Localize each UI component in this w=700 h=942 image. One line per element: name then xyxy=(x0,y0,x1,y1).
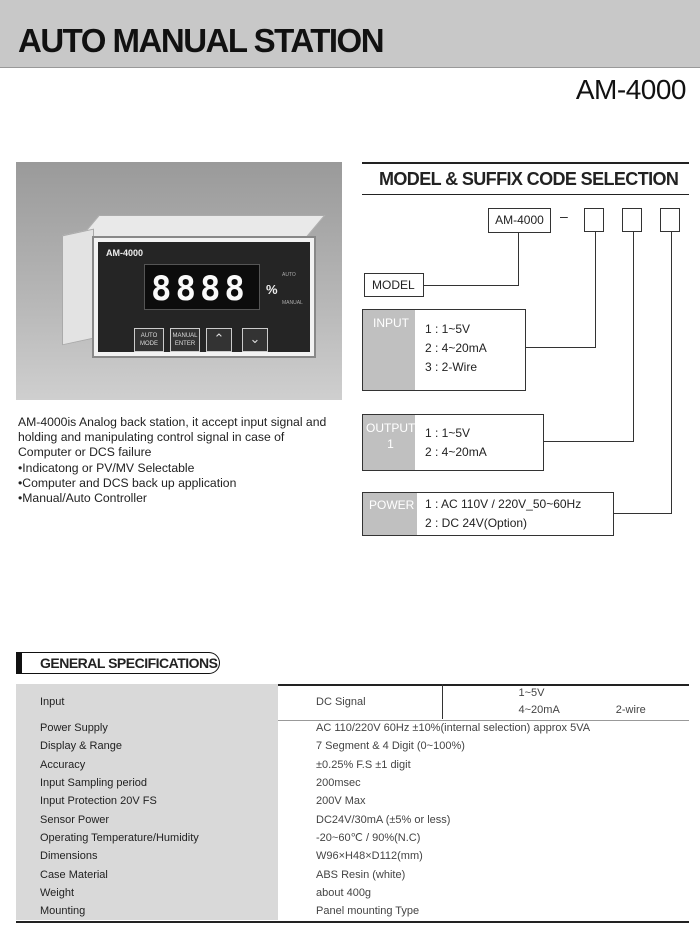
table-row xyxy=(16,756,689,774)
spec-value: ±0.25% F.S ±1 digit xyxy=(316,758,411,771)
key-label-bottom: ENTER xyxy=(174,341,196,347)
device-side xyxy=(62,229,94,346)
option-item: 2 : DC 24V(Option) xyxy=(425,516,528,530)
display-digits: 8888 xyxy=(151,269,249,309)
manual-lamp: MANUAL xyxy=(282,300,303,306)
page-title: AUTO MANUAL STATION xyxy=(18,22,384,59)
spec-label: Weight xyxy=(16,884,278,902)
spec-label: Input Protection 20V FS xyxy=(16,792,278,810)
power-group-label: POWER xyxy=(363,493,417,535)
table-row xyxy=(16,810,689,828)
unit-label: % xyxy=(266,282,278,297)
auto-mode-key xyxy=(134,328,164,352)
seven-segment-display xyxy=(144,264,260,310)
specs-table xyxy=(16,684,689,920)
key-label-top: AUTO xyxy=(140,333,158,339)
model-code-box: AM-4000 xyxy=(488,208,551,233)
table-row xyxy=(16,684,689,719)
option-item: 1 : 1~5V xyxy=(425,322,471,336)
spec-value: 200msec xyxy=(316,777,361,790)
spec-label: Sensor Power xyxy=(16,810,278,828)
spec-label: Operating Temperature/Humidity xyxy=(16,829,278,847)
model-name: AM-4000 xyxy=(575,74,686,105)
connector-line xyxy=(595,232,596,348)
spec-value: 200V Max xyxy=(316,795,366,808)
up-arrow-icon: ⌃ xyxy=(213,331,225,346)
table-row xyxy=(16,719,689,737)
feature-item: • Computer and DCS back up application xyxy=(18,476,338,491)
feature-item: • Manual/Auto Controller xyxy=(18,491,338,506)
output-group-label: OUTPUT 1 xyxy=(363,415,415,470)
device-bezel xyxy=(92,236,316,358)
input-options xyxy=(425,320,487,377)
spec-label: Input xyxy=(16,684,278,719)
spec-label: Input Sampling period xyxy=(16,774,278,792)
description-text: AM-4000is Analog back station, it accept input signal and holding and manipulating control signal in case of Computer or DCS failure xyxy=(18,415,327,460)
product-photo xyxy=(16,162,342,400)
table-row xyxy=(16,847,689,865)
specs-heading-tab xyxy=(16,652,220,674)
down-key xyxy=(242,328,268,352)
spec-value: W96×H48×D112(mm) xyxy=(316,850,423,863)
option-item: 1 : AC 110V / 220V_50~60Hz xyxy=(425,497,582,511)
spec-label: Display & Range xyxy=(16,737,278,755)
specs-heading: GENERAL SPECIFICATIONS xyxy=(40,655,218,671)
selection-title: MODEL & SUFFIX CODE SELECTION xyxy=(379,169,679,189)
key-label-top: MANUAL xyxy=(172,333,198,339)
connector-line xyxy=(633,232,634,442)
auto-lamp: AUTO xyxy=(282,272,296,278)
table-row xyxy=(16,829,689,847)
connector-line xyxy=(614,513,672,514)
selection-title-bar xyxy=(362,162,689,195)
suffix-box-power xyxy=(660,208,680,232)
spec-value: Panel mounting Type xyxy=(316,905,420,918)
input-sub-value: 4~20mA xyxy=(518,703,560,716)
power-group-box xyxy=(362,492,614,536)
table-row xyxy=(16,774,689,792)
table-bottom-rule xyxy=(16,921,689,923)
spec-value: -20~60℃ / 90%(N.C) xyxy=(316,832,421,845)
key-label-bottom: MODE xyxy=(140,341,158,347)
power-options xyxy=(425,495,581,533)
input-group-label: INPUT xyxy=(363,310,415,390)
suffix-box-output xyxy=(622,208,642,232)
up-key xyxy=(206,328,232,352)
spec-value: DC24V/30mA (±5% or less) xyxy=(316,813,451,826)
spec-label: Accuracy xyxy=(16,756,278,774)
table-row xyxy=(16,792,689,810)
table-row xyxy=(16,902,689,920)
spec-label: Case Material xyxy=(16,865,278,883)
input-sub-cell xyxy=(442,684,689,719)
header-bar xyxy=(0,0,700,68)
suffix-box-input xyxy=(584,208,604,232)
option-item: 1 : 1~5V xyxy=(425,426,471,440)
input-sub-value: 1~5V xyxy=(518,686,545,699)
manual-enter-key xyxy=(170,328,200,352)
table-row xyxy=(16,884,689,902)
output-group-box xyxy=(362,414,544,471)
down-arrow-icon: ⌄ xyxy=(249,331,261,346)
device-brand: AM-4000 xyxy=(106,248,144,258)
spec-value: 7 Segment & 4 Digit (0~100%) xyxy=(316,740,465,753)
spec-label: Mounting xyxy=(16,902,278,920)
device-face xyxy=(98,242,310,352)
connector-line xyxy=(526,347,596,348)
product-description xyxy=(18,415,338,506)
input-sub-row xyxy=(519,702,690,719)
input-group-box xyxy=(362,309,526,391)
model-label-box: MODEL xyxy=(364,273,424,297)
table-row xyxy=(16,737,689,755)
device-top xyxy=(81,215,325,237)
code-separator: – xyxy=(560,208,568,224)
connector-line xyxy=(424,285,519,286)
feature-item: • Indicatong or PV/MV Selectable xyxy=(18,461,338,476)
option-item: 3 : 2-Wire xyxy=(425,360,478,374)
input-sub-value: 2-wire xyxy=(615,703,646,716)
feature-list xyxy=(18,461,338,507)
spec-label: Power Supply xyxy=(16,719,278,737)
spec-value: about 400g xyxy=(316,886,372,899)
spec-value: DC Signal xyxy=(278,684,442,719)
option-item: 2 : 4~20mA xyxy=(425,445,487,459)
spec-value: ABS Resin (white) xyxy=(316,868,406,881)
option-item: 2 : 4~20mA xyxy=(425,341,487,355)
output-options xyxy=(425,424,487,462)
spec-label: Dimensions xyxy=(16,847,278,865)
spec-value: AC 110/220V 60Hz ±10%(internal selection) approx 5VA xyxy=(316,722,591,735)
connector-line xyxy=(518,233,519,285)
connector-line xyxy=(543,441,634,442)
connector-line xyxy=(671,232,672,514)
table-row xyxy=(16,865,689,883)
